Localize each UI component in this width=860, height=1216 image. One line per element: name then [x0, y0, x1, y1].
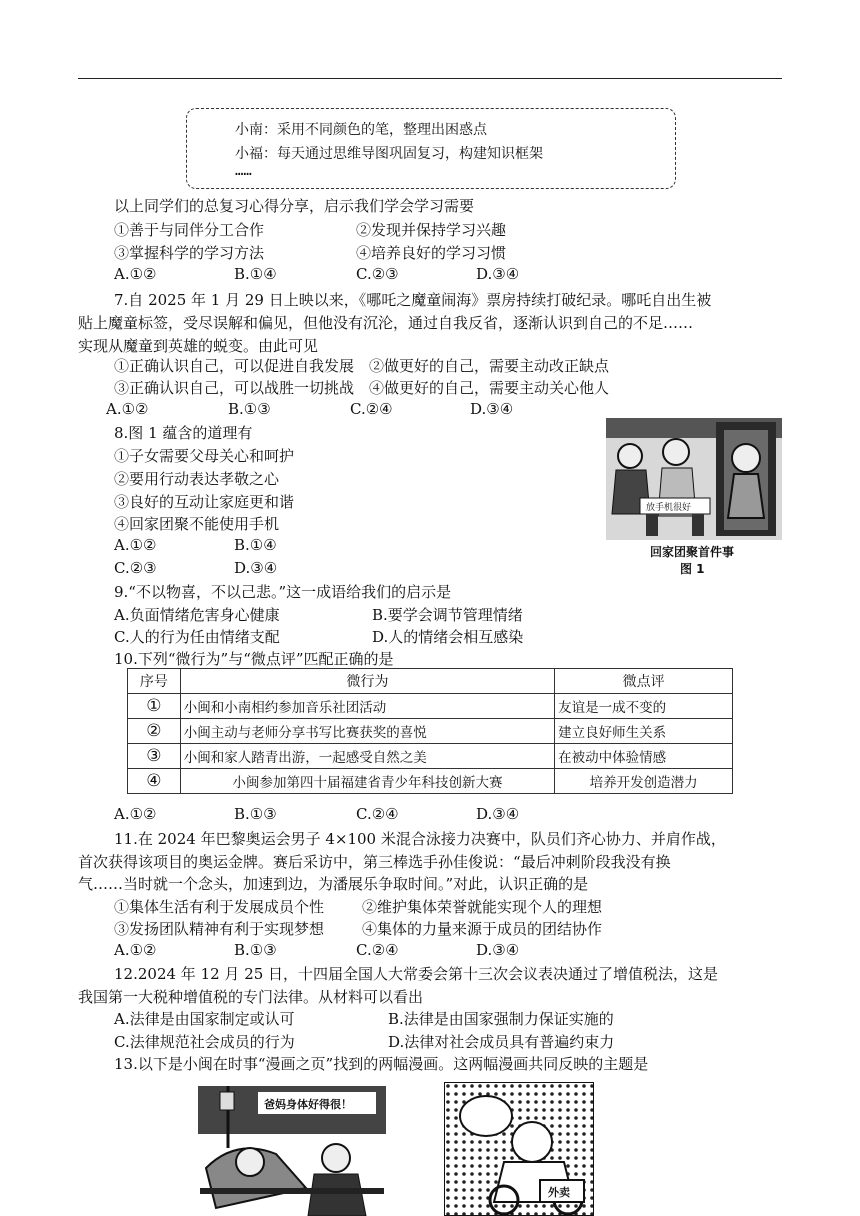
q9-option-c: C.人的行为任由情绪支配: [114, 628, 280, 646]
q6-option-b: B.①④: [234, 265, 277, 283]
q8-statement-4: ④回家团聚不能使用手机: [114, 515, 280, 533]
q13-cartoon-1: [196, 1078, 388, 1216]
q9-option-d: D.人的情绪会相互感染: [372, 628, 524, 646]
header-cmt: 微点评: [555, 669, 733, 694]
q8-statement-1: ①子女需要父母关心和呵护: [114, 447, 295, 465]
q11-option-d: D.③④: [476, 941, 520, 959]
table-row: [128, 694, 733, 719]
q8-statement-3: ③良好的互动让家庭更和谐: [114, 493, 295, 511]
q10-option-b: B.①③: [234, 805, 277, 823]
row-num: ③: [128, 744, 181, 769]
q8-statement-2: ②要用行动表达孝敬之心: [114, 470, 280, 488]
q11-statement-3: ③发扬团队精神有利于实现梦想: [114, 920, 325, 938]
q9-stem: 9.“不以物喜，不以己悲。”这一成语给我们的启示是: [114, 583, 452, 601]
q11-line-2: 首次获得该项目的奥运金牌。赛后采访中，第三棒选手孙佳俊说：“最后冲刺阶段我没有换: [78, 853, 671, 871]
table-row: [128, 744, 733, 769]
q6-stem: 以上同学们的总复习心得分享，启示我们学会学习需要: [114, 197, 475, 215]
q7-statements-34: ③正确认识自己，可以战胜一切挑战 ④做更好的自己，需要主动关心他人: [114, 379, 610, 397]
figure-1-label: 图 1: [680, 562, 705, 576]
q6-statement-3: ③掌握科学的学习方法: [114, 244, 265, 262]
table-header-row: [128, 669, 733, 694]
figure-1-caption: 回家团聚首件事: [650, 545, 735, 559]
row-cmt: 在被动中体验情感: [555, 744, 733, 769]
q6-statement-2: ②发现并保持学习兴趣: [356, 221, 507, 239]
row-cmt: 友谊是一成不变的: [555, 694, 733, 719]
q11-statement-4: ④集体的力量来源于成员的团结协作: [362, 920, 603, 938]
row-cmt: 建立良好师生关系: [555, 719, 733, 744]
dialog-line-2: 小福：每天通过思维导图巩固复习，构建知识框架: [235, 146, 543, 162]
q8-option-c: C.②③: [114, 559, 157, 577]
row-act: 小闽和家人踏青出游，一起感受自然之美: [180, 744, 554, 769]
cartoon-2-sign: 外卖: [548, 1186, 570, 1199]
q8-option-a: A.①②: [114, 536, 157, 554]
q6-option-d: D.③④: [476, 265, 520, 283]
q8-option-b: B.①④: [234, 536, 277, 554]
header-act: 微行为: [180, 669, 554, 694]
q8-option-d: D.③④: [234, 559, 278, 577]
header-num: 序号: [128, 669, 181, 694]
dialog-box: [186, 108, 676, 189]
q12-option-c: C.法律规范社会成员的行为: [114, 1033, 295, 1051]
q6-statement-1: ①善于与同伴分工合作: [114, 221, 265, 239]
cartoon-1-caption: 爸妈身体好得很！: [264, 1098, 352, 1111]
q9-option-b: B.要学会调节管理情绪: [372, 606, 523, 624]
q9-option-a: A.负面情绪危害身心健康: [114, 606, 280, 624]
q6-option-a: A.①②: [114, 265, 157, 283]
q10-option-c: C.②④: [356, 805, 399, 823]
q7-option-d: D.③④: [470, 400, 514, 418]
q6-statement-4: ④培养良好的学习习惯: [356, 244, 507, 262]
q7-line-1: 7.自 2025 年 1 月 29 日上映以来，《哪吒之魔童闹海》票房持续打破纪录。哪吒自出生被: [114, 291, 712, 309]
dialog-line-1: 小南：采用不同颜色的笔，整理出困惑点: [235, 122, 487, 138]
q11-option-c: C.②④: [356, 941, 399, 959]
table-row: [128, 769, 733, 794]
q8-stem: 8.图 1 蕴含的道理有: [114, 424, 253, 442]
q7-statements-12: ①正确认识自己，可以促进自我发展 ②做更好的自己，需要主动改正缺点: [114, 357, 610, 375]
q7-line-3: 实现从魔童到英雄的蜕变。由此可见: [78, 337, 319, 355]
q10-stem: 10.下列“微行为”与“微点评”匹配正确的是: [114, 650, 394, 668]
q11-option-b: B.①③: [234, 941, 277, 959]
q10-table: [127, 668, 733, 794]
dialog-line-3: ……: [235, 163, 252, 179]
q7-option-c: C.②④: [350, 400, 393, 418]
row-num: ④: [128, 769, 181, 794]
q7-line-2: 贴上魔童标签，受尽误解和偏见，但他没有沉沦，通过自我反省，逐渐认识到自己的不足……: [78, 314, 694, 332]
header-rule: [78, 78, 782, 79]
row-act: 小闽参加第四十届福建省青少年科技创新大赛: [180, 769, 554, 794]
figure-1-sign: 放手机很好: [646, 503, 692, 513]
q13-cartoon-2: [444, 1082, 594, 1216]
table-row: [128, 719, 733, 744]
q6-option-c: C.②③: [356, 265, 399, 283]
q11-line-1: 11.在 2024 年巴黎奥运会男子 4×100 米混合泳接力决赛中，队员们齐心协力、并肩作战，: [114, 830, 726, 848]
row-num: ②: [128, 719, 181, 744]
q10-option-d: D.③④: [476, 805, 520, 823]
q11-statement-1: ①集体生活有利于发展成员个性: [114, 898, 325, 916]
q12-option-d: D.法律对社会成员具有普遍约束力: [388, 1033, 615, 1051]
q11-statement-2: ②维护集体荣誉就能实现个人的理想: [362, 898, 603, 916]
q10-option-a: A.①②: [114, 805, 157, 823]
q13-stem: 13.以下是小闽在时事“漫画之页”找到的两幅漫画。这两幅漫画共同反映的主题是: [114, 1055, 649, 1073]
q11-line-3: 气……当时就一个念头，加速到边，为潘展乐争取时间。”对此，认识正确的是: [78, 875, 589, 893]
q11-option-a: A.①②: [114, 941, 157, 959]
q7-option-b: B.①③: [228, 400, 271, 418]
q12-line-1: 12.2024 年 12 月 25 日，十四届全国人大常委会第十三次会议表决通过了增值税法，这是: [114, 965, 719, 983]
q12-option-a: A.法律是由国家制定或认可: [114, 1010, 295, 1028]
figure-1-cartoon: [606, 418, 782, 540]
row-act: 小闽和小南相约参加音乐社团活动: [180, 694, 554, 719]
q12-line-2: 我国第一大税种增值税的专门法律。从材料可以看出: [78, 988, 424, 1006]
row-num: ①: [128, 694, 181, 719]
q7-option-a: A.①②: [106, 400, 149, 418]
row-cmt: 培养开发创造潜力: [555, 769, 733, 794]
row-act: 小闽主动与老师分享书写比赛获奖的喜悦: [180, 719, 554, 744]
q12-option-b: B.法律是由国家强制力保证实施的: [388, 1010, 614, 1028]
